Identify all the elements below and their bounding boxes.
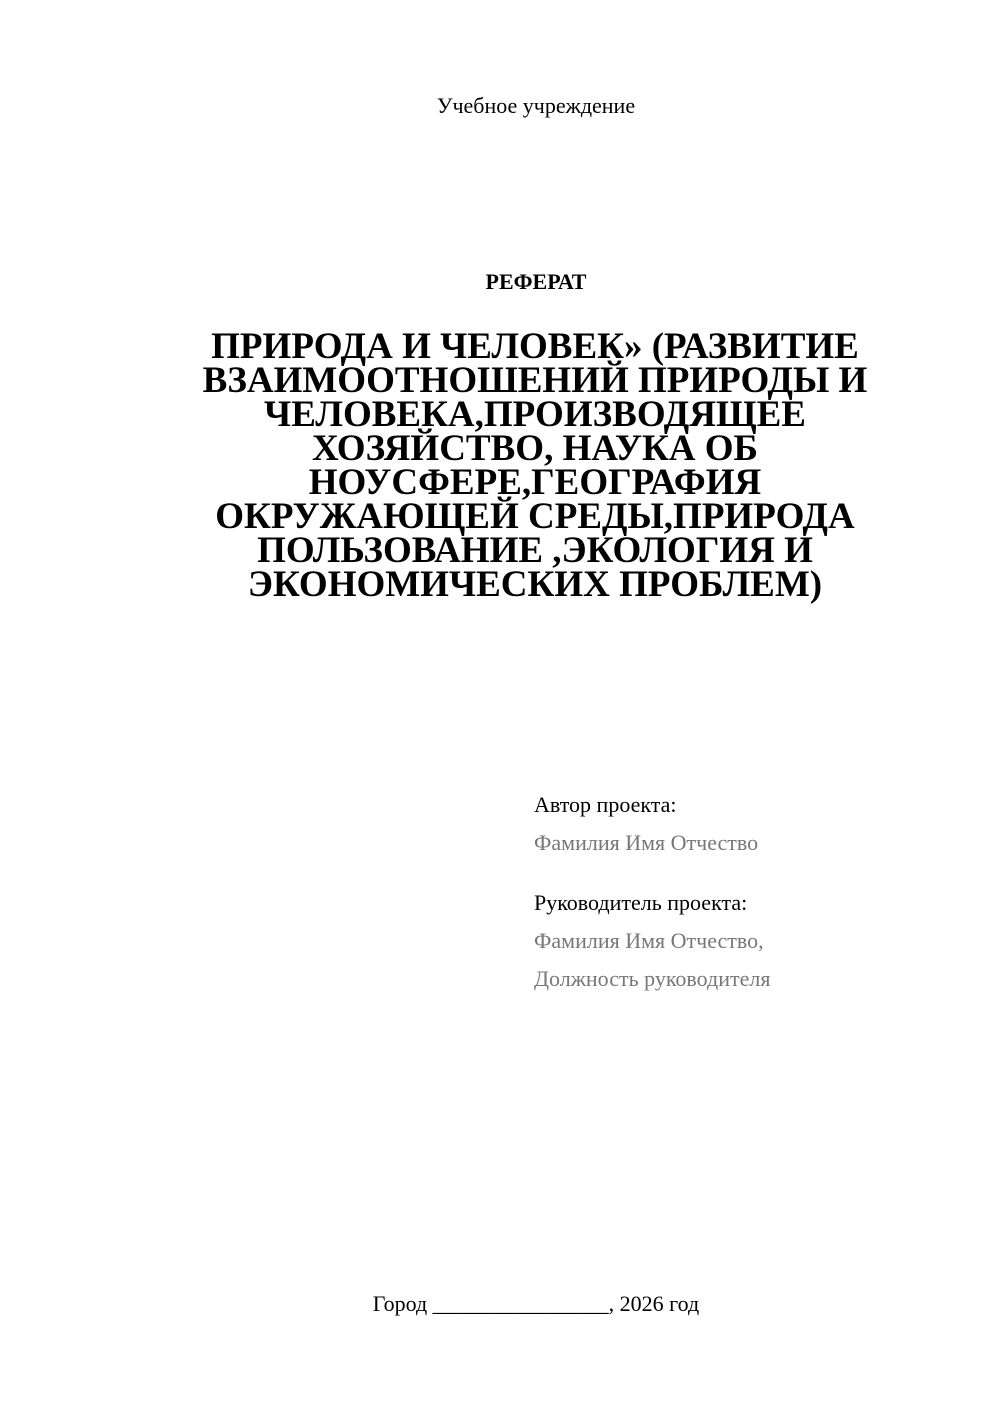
author-block — [534, 786, 974, 862]
signature-block — [534, 786, 974, 1020]
institution-name: Учебное учреждение — [436, 93, 636, 118]
document-type-label: РЕФЕРАТ — [485, 269, 587, 294]
supervisor-position: Должность руководителя — [534, 966, 771, 991]
author-name: Фамилия Имя Отчество — [534, 830, 759, 855]
city-year-line: Город ________________, 2026 год — [372, 1291, 700, 1316]
author-label: Автор проекта: — [534, 792, 677, 817]
supervisor-name: Фамилия Имя Отчество, — [534, 928, 764, 953]
supervisor-label: Руководитель проекта: — [534, 890, 748, 915]
supervisor-block — [534, 884, 974, 998]
document-title: ПРИРОДА И ЧЕЛОВЕК» (РАЗВИТИЕ ВЗАИМООТНОШЕНИЙ ПРИРОДЫ И ЧЕЛОВЕКА,ПРОИЗВОДЯЩЕЕ ХОЗЯЙСТВО, НАУКА ОБ НОУСФЕРЕ,ГЕОГРАФИЯ ОКРУЖАЮЩЕЙ СРЕДЫ,ПРИРОДА ПОЛЬЗОВАНИЕ ,ЭКОЛОГИЯ И ЭКОНОМИЧЕСКИХ ПРОБЛЕМ) — [202, 326, 868, 605]
